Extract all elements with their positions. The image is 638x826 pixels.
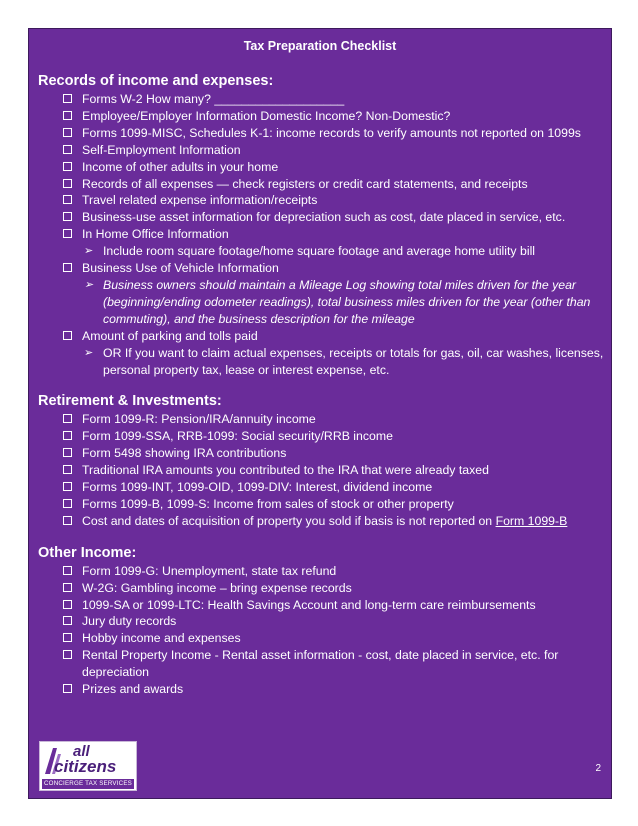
page-number: 2 bbox=[595, 763, 601, 774]
checkbox-icon bbox=[63, 128, 72, 137]
retirement-list bbox=[38, 411, 608, 529]
list-item: Form 5498 showing IRA contributions bbox=[38, 445, 608, 462]
list-item: Forms 1099-MISC, Schedules K-1: income records to verify amounts not reported on 1099s bbox=[38, 125, 608, 142]
checkbox-icon bbox=[63, 111, 72, 120]
checkbox-icon bbox=[63, 195, 72, 204]
checkbox-icon bbox=[63, 162, 72, 171]
list-item: Prizes and awards bbox=[38, 681, 608, 698]
list-item: Records of all expenses — check registers or credit card statements, and receipts bbox=[38, 176, 608, 193]
checkbox-icon bbox=[63, 145, 72, 154]
checkbox-icon bbox=[63, 431, 72, 440]
checkbox-icon bbox=[63, 499, 72, 508]
list-item: Income of other adults in your home bbox=[38, 159, 608, 176]
list-item: Form 1099-SSA, RRB-1099: Social security/RRB income bbox=[38, 428, 608, 445]
checkbox-icon bbox=[63, 94, 72, 103]
checkbox-icon bbox=[63, 448, 72, 457]
list-item: Form 1099-G: Unemployment, state tax refund bbox=[38, 563, 608, 580]
page-title: Tax Preparation Checklist bbox=[243, 39, 397, 53]
checkbox-icon bbox=[63, 583, 72, 592]
list-item: In Home Office Information bbox=[38, 226, 608, 243]
sub-item: ➢ OR If you want to claim actual expenses, receipts or totals for gas, oil, car washes, licenses, personal property tax, lease or interest expense, etc. bbox=[84, 345, 604, 377]
checkbox-icon bbox=[63, 465, 72, 474]
all-citizens-logo bbox=[39, 741, 137, 791]
checkbox-icon bbox=[63, 482, 72, 491]
checkbox-icon bbox=[63, 331, 72, 340]
checkbox-icon bbox=[63, 263, 72, 272]
logo-tagline: CONCIERGE TAX SERVICES bbox=[42, 779, 134, 789]
list-item: Cost and dates of acquisition of property you sold if basis is not reported on Form 1099-B bbox=[38, 513, 608, 530]
checkbox-icon bbox=[63, 633, 72, 642]
arrow-bullet-icon: ➢ bbox=[84, 346, 94, 359]
list-item: Hobby income and expenses bbox=[38, 630, 608, 647]
list-item: W-2G: Gambling income – bring expense records bbox=[38, 580, 608, 597]
checkbox-icon bbox=[63, 684, 72, 693]
list-item: Jury duty records bbox=[38, 613, 608, 630]
checkbox-icon bbox=[63, 650, 72, 659]
list-item: Forms 1099-INT, 1099-OID, 1099-DIV: Interest, dividend income bbox=[38, 479, 608, 496]
list-item: Employee/Employer Information Domestic Income? Non-Domestic? bbox=[38, 108, 608, 125]
checkbox-icon bbox=[63, 179, 72, 188]
section-heading-income: Records of income and expenses: bbox=[38, 73, 274, 89]
list-item: Form 1099-R: Pension/IRA/annuity income bbox=[38, 411, 608, 428]
checkbox-icon bbox=[63, 516, 72, 525]
checkbox-icon bbox=[63, 414, 72, 423]
checkbox-icon bbox=[63, 600, 72, 609]
list-item: Amount of parking and tolls paid bbox=[38, 328, 608, 345]
checklist-content bbox=[38, 73, 608, 698]
other-income-list bbox=[38, 563, 608, 698]
checkbox-icon bbox=[63, 212, 72, 221]
list-item: Business-use asset information for depreciation such as cost, date placed in service, etc. bbox=[38, 209, 608, 226]
income-list bbox=[38, 91, 608, 378]
logo-word-all: all bbox=[73, 743, 90, 760]
sub-item: ➢ Include room square footage/home square footage and average home utility bill bbox=[84, 244, 536, 259]
list-item: Forms W-2 How many? ___________________ bbox=[38, 91, 608, 108]
list-item: 1099-SA or 1099-LTC: Health Savings Account and long-term care reimbursements bbox=[38, 597, 608, 614]
arrow-bullet-icon: ➢ bbox=[84, 278, 94, 291]
section-heading-other-income: Other Income: bbox=[38, 544, 137, 561]
sub-item: ➢ Business owners should maintain a Mileage Log showing total miles driven for the year (beginning/ending odometer readings), total business miles driven for the year (other than commuting), and the business description for the mileage bbox=[84, 277, 591, 326]
section-heading-retirement: Retirement & Investments: bbox=[38, 393, 222, 410]
list-item: Business Use of Vehicle Information bbox=[38, 260, 608, 277]
list-item: Rental Property Income - Rental asset information - cost, date placed in service, etc. for depreciation bbox=[38, 647, 608, 681]
list-item: Forms 1099-B, 1099-S: Income from sales of stock or other property bbox=[38, 496, 608, 513]
checkbox-icon bbox=[63, 229, 72, 238]
logo-word-citizens: citizens bbox=[54, 757, 117, 776]
checklist-page bbox=[28, 28, 612, 799]
list-item: Traditional IRA amounts you contributed to the IRA that were already taxed bbox=[38, 462, 608, 479]
form-1099b-link[interactable]: Form 1099-B bbox=[495, 513, 568, 528]
checkbox-icon bbox=[63, 616, 72, 625]
list-item: Self-Employment Information bbox=[38, 142, 608, 159]
checkbox-icon bbox=[63, 566, 72, 575]
arrow-bullet-icon: ➢ bbox=[84, 245, 94, 258]
list-item: Travel related expense information/receipts bbox=[38, 192, 608, 209]
